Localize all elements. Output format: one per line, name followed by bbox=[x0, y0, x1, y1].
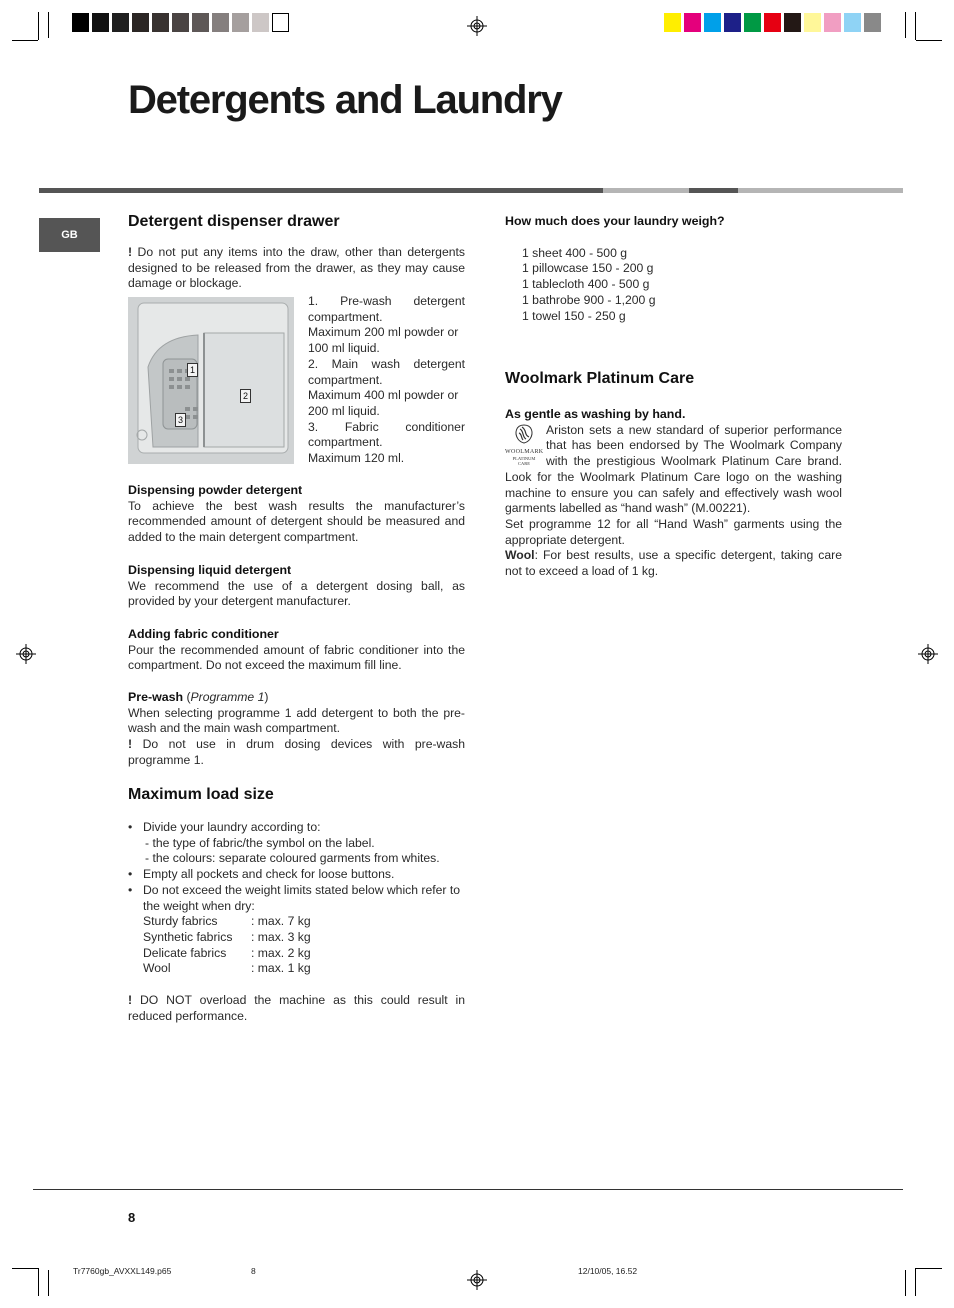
gray-swatch bbox=[232, 13, 249, 32]
registration-target-icon bbox=[16, 644, 36, 664]
powder-heading: Dispensing powder detergent bbox=[128, 483, 303, 497]
list-item: • Divide your laundry according to: - the type of fabric/the symbol on the label. - the colours: separate coloured garments from whites. bbox=[128, 820, 465, 867]
limit-row: Synthetic fabrics : max. 3 kg bbox=[143, 929, 311, 944]
list-item: 1 pillowcase 150 - 200 g bbox=[522, 261, 654, 276]
list-item: • Empty all pockets and check for loose buttons. bbox=[128, 867, 465, 883]
woolmark-body bbox=[505, 423, 842, 580]
wool-note: Wool: For best results, use a specific detergent, taking care not to exceed a load of 1 kg. bbox=[505, 548, 842, 579]
prewash-heading-line: Pre-wash (Programme 1) bbox=[128, 690, 269, 705]
woolmark-heading: Woolmark Platinum Care bbox=[505, 370, 695, 387]
list-item: 1 bathrobe 900 - 1,200 g bbox=[522, 292, 656, 307]
footer-rule bbox=[33, 1189, 903, 1190]
weigh-section bbox=[505, 214, 842, 324]
compartment-list bbox=[308, 294, 465, 467]
color-swatch bbox=[664, 13, 681, 32]
gray-swatch bbox=[212, 13, 229, 32]
dispenser-warning: ! Do not put any items into the draw, other than detergents designed to be released from the drawer, as they may cause damage or blockage. bbox=[128, 245, 465, 291]
limit-row: Wool : max. 1 kg bbox=[143, 961, 311, 976]
color-swatch bbox=[844, 13, 861, 32]
gray-swatch bbox=[72, 13, 89, 32]
slug-datetime: 12/10/05, 16.52 bbox=[578, 1266, 638, 1276]
woolmark-para-1: Ariston sets a new standard of superior performance that has been endorsed by The Woolmark Company with the prestigious Woolmark Platinum Care brand. Look for the Woolmark Platinum Care logo on the washing machine to ensure you can safely and effectively wash wool garments labelled as “hand wash” (M.00221). bbox=[505, 422, 842, 516]
color-swatch bbox=[704, 13, 721, 32]
registration-target-icon bbox=[467, 16, 487, 36]
language-tab: GB bbox=[39, 218, 100, 252]
load-heading: Maximum load size bbox=[128, 786, 274, 803]
gray-swatch bbox=[132, 13, 149, 32]
drawer-illustration bbox=[128, 297, 294, 464]
dispenser-heading: Detergent dispenser drawer bbox=[128, 213, 340, 230]
gray-swatch bbox=[152, 13, 169, 32]
page-number: 8 bbox=[128, 1210, 136, 1225]
photo-label-2: 2 bbox=[240, 389, 251, 403]
gray-swatch bbox=[272, 13, 289, 32]
gray-swatch bbox=[92, 13, 109, 32]
woolmark-logo: WOOLMARK PLATINUM CARE bbox=[505, 423, 543, 469]
color-swatch bbox=[824, 13, 841, 32]
prewash-text: When selecting programme 1 add detergent to both the pre-wash and the main wash compartment. bbox=[128, 705, 465, 736]
registration-target-icon bbox=[467, 1270, 487, 1290]
color-swatch bbox=[724, 13, 741, 32]
woolmark-section bbox=[505, 369, 842, 580]
woolmark-subheading: As gentle as washing by hand. bbox=[505, 407, 686, 421]
gray-swatch bbox=[172, 13, 189, 32]
limit-row: Sturdy fabrics : max. 7 kg bbox=[143, 914, 311, 929]
weight-limits bbox=[128, 914, 465, 977]
liquid-text: We recommend the use of a detergent dosing ball, as provided by your detergent manufacturer. bbox=[128, 578, 465, 609]
weigh-heading: How much does your laundry weigh? bbox=[505, 214, 725, 228]
color-swatch bbox=[744, 13, 761, 32]
prewash-programme: Programme 1 bbox=[190, 690, 265, 705]
compartment-3-title: 3. Fabric conditioner compartment. bbox=[308, 419, 465, 450]
slug-page: 8 bbox=[251, 1266, 256, 1276]
list-item: • Do not exceed the weight limits stated below which refer to the weight when dry: bbox=[128, 883, 465, 914]
woolmark-icon bbox=[512, 423, 536, 445]
load-list bbox=[128, 820, 465, 914]
detergent-drawer-photo bbox=[128, 297, 294, 464]
compartment-2-max: Maximum 400 ml powder or 200 ml liquid. bbox=[308, 388, 459, 418]
liquid-heading: Dispensing liquid detergent bbox=[128, 562, 292, 577]
conditioner-heading: Adding fabric conditioner bbox=[128, 626, 279, 641]
gray-swatch bbox=[252, 13, 269, 32]
color-swatch bbox=[684, 13, 701, 32]
color-swatch bbox=[784, 13, 801, 32]
woolmark-para-2: Set programme 12 for all “Hand Wash” garments using the appropriate detergent. bbox=[505, 516, 842, 547]
list-item: 1 sheet 400 - 500 g bbox=[522, 245, 628, 260]
photo-label-1: 1 bbox=[187, 363, 198, 377]
registration-target-icon bbox=[918, 644, 938, 664]
compartment-1-title: 1. Pre-wash detergent compartment. bbox=[308, 294, 465, 324]
prewash-heading: Pre-wash bbox=[128, 690, 184, 705]
color-swatch bbox=[864, 13, 881, 32]
compartment-1-max: Maximum 200 ml powder or 100 ml liquid. bbox=[308, 325, 459, 356]
slug-filename: Tr7760gb_AVXXL149.p65 bbox=[73, 1266, 172, 1276]
compartment-3-max: Maximum 120 ml. bbox=[308, 451, 405, 466]
prewash-warning: ! Do not use in drum dosing devices with pre-wash programme 1. bbox=[128, 737, 465, 767]
conditioner-text: Pour the recommended amount of fabric conditioner into the compartment. Do not exceed the maximum fill line. bbox=[128, 642, 465, 673]
page-title: Detergents and Laundry bbox=[128, 78, 562, 122]
left-column bbox=[128, 212, 465, 292]
compartment-2-title: 2. Main wash detergent compartment. bbox=[308, 356, 465, 387]
list-item: 1 towel 150 - 250 g bbox=[522, 308, 626, 323]
photo-label-3: 3 bbox=[175, 413, 186, 427]
powder-text: To achieve the best wash results the manufacturer’s recommended amount of detergent should be measured and added to the main detergent compartment. bbox=[128, 498, 465, 545]
weigh-list bbox=[505, 246, 842, 325]
overload-warning: ! DO NOT overload the machine as this could result in reduced performance. bbox=[128, 993, 465, 1023]
dispensing-sections bbox=[128, 483, 465, 769]
color-swatch bbox=[804, 13, 821, 32]
color-swatch bbox=[764, 13, 781, 32]
load-section bbox=[128, 785, 465, 1024]
gray-swatch bbox=[112, 13, 129, 32]
list-item: 1 tablecloth 400 - 500 g bbox=[522, 277, 650, 292]
limit-row: Delicate fabrics : max. 2 kg bbox=[143, 945, 311, 960]
gray-swatch bbox=[192, 13, 209, 32]
